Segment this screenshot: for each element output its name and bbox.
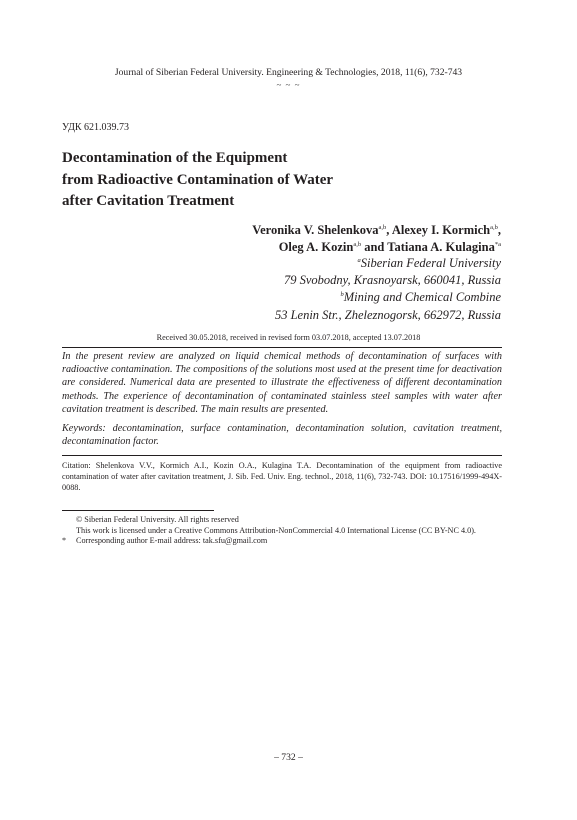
title-line-2: from Radioactive Contamination of Water [62,171,334,188]
author-affiliation-mark: a,b [353,241,362,248]
affiliation-name: Mining and Chemical Combine [343,290,501,305]
author-name: Oleg A. Kozin [278,240,354,254]
footnote-rule [62,510,214,511]
udk-code: УДК 621.039.73 [62,122,130,133]
divider-bottom [62,455,502,456]
header-ornament: ~ ~ ~ [276,80,301,90]
author-name: Tatiana A. Kulagina [387,240,495,254]
affiliation-mark: b [340,291,344,299]
author-name: Alexey I. Kormich [391,223,491,237]
affiliation-b-name [61,289,501,306]
title-line-3: after Cavitation Treatment [62,193,235,209]
citation: Citation: Shelenkova V.V., Kormich A.I., Kozin O.A., Kulagina T.A. Decontamination of the equipment from radioactive contamination of water after cavitation treatment, J. Sib. Fed. Univ. Eng. technol., 2018, 11(6), 732-743. DOI: 10.17516/1999-494X-0088. [62,461,502,492]
author-line-2 [61,239,501,256]
license-text: This work is licensed under a Creative Commons Attribution-NonCommercial 4.0 International License (CC BY-NC 4.0). [76,526,476,535]
author-affiliation-mark: a,b [490,224,498,231]
article-title [62,148,522,213]
received-dates: Received 30.05.2018, received in revised form 03.07.2018, accepted 13.07.2018 [156,333,421,342]
author-affiliation-mark: a,b [378,224,387,231]
page-number: – 732 – [274,752,303,763]
affiliation-list [61,255,501,324]
footnote-copyright [62,514,512,536]
divider-top [62,347,502,348]
affiliation-a-name [61,255,501,272]
author-separator: , [386,223,392,237]
author-separator: and [361,240,388,254]
affiliation-a-address: 79 Svobodny, Krasnoyarsk, 660041, Russia [283,273,501,288]
title-line-1: Decontamination of the Equipment [62,150,288,166]
author-affiliation-mark: *a [494,241,501,248]
copyright-text: © Siberian Federal University. All rights reserved [76,515,239,524]
abstract: In the present review are analyzed on liquid chemical methods of decontamination of surfaces with radioactive contamination. The compositions of the solutions most used at the present time for deactivation are considered. Numerical data are presented to illustrate the effectiveness of different decontamination methods. The experience of decontamination of contaminated stainless steel samples with water after cavitation treatment is described. The main results are presented. [62,351,502,415]
affiliation-name: Siberian Federal University [360,256,501,270]
keywords: Keywords: decontamination, surface contamination, decontamination solution, cavitation treatment, decontamination factor. [62,423,502,448]
affiliation-mark: a [357,257,361,264]
author-line-1 [61,222,501,239]
author-separator: , [497,223,501,237]
footnote-corresponding [62,535,512,546]
author-list [61,222,501,256]
affiliation-b-address: 53 Lenin Str., Zheleznogorsk, 662972, Russia [274,307,501,322]
corresponding-email: Corresponding author E-mail address: tak.sfu@gmail.com [76,536,268,545]
journal-header: Journal of Siberian Federal University. Engineering & Technologies, 2018, 11(6), 732-743 [114,67,463,78]
footnote-star: * [62,536,67,545]
author-name: Veronika V. Shelenkova [252,223,379,237]
